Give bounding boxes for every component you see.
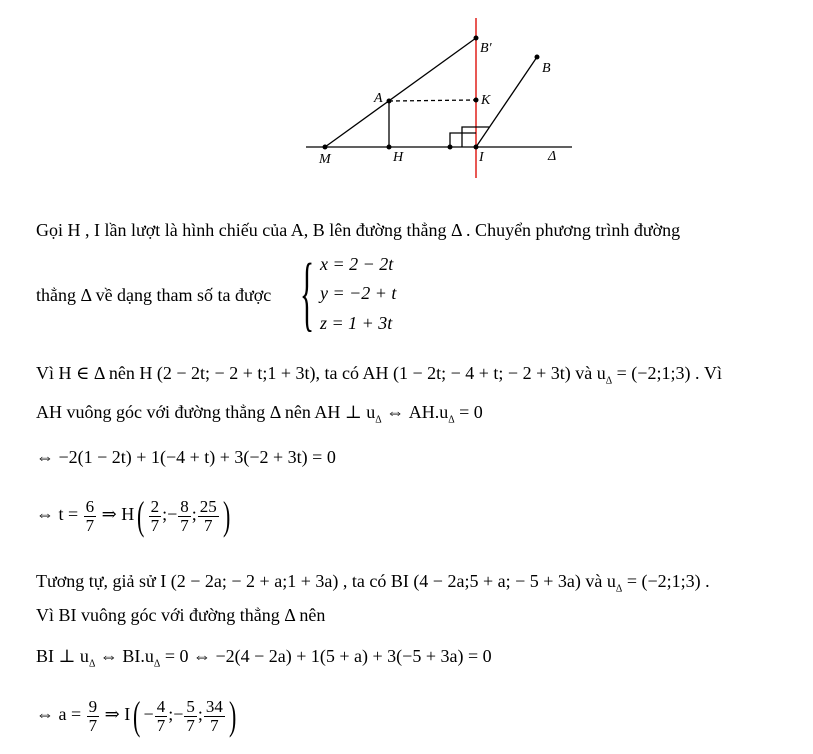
text-line-3: Vì H ∈ Δ nên H (2 − 2t; − 2 + t;1 + 3t), ta có AH (1 − 2t; − 4 + t; − 2 + 3t) và $u_\Delta$ = (−2;1;3) . Vì	[36, 363, 722, 387]
text-line-1: Gọi H , I lần lượt là hình chiếu của A, B lên đường thẳng Δ . Chuyển phương trình đường	[36, 220, 681, 240]
label-A: A	[374, 91, 383, 106]
text-line-5: ⇔ −2(1 − 2t) + 1(−4 + t) + 3(−2 + 3t) = 0	[36, 447, 336, 467]
label-I: I	[479, 150, 484, 165]
point-A	[387, 99, 392, 104]
text-line-7: Tương tự, giả sử I (2 − 2a; − 2 + a;1 + 3a) , ta có BI (4 − 2a;5 + a; − 5 + 3a) và $u_\Delta$ = (−2;1;3) .	[36, 571, 710, 595]
point-B-prime	[474, 36, 479, 41]
label-M: M	[319, 152, 331, 167]
point-foot	[448, 145, 453, 150]
segment-MB-prime	[325, 38, 476, 147]
label-delta: Δ	[548, 149, 557, 164]
text-line-4: AH vuông góc với đường thẳng Δ nên AH ⊥ $u_\Delta$ ⇔ $AH.u_\Delta = 0$	[36, 402, 483, 426]
system-eq-2: y = −2 + t	[320, 283, 397, 303]
system-eq-1: x = 2 − 2t	[320, 254, 394, 274]
point-I	[474, 145, 479, 150]
geometry-figure	[0, 0, 813, 190]
system-eq-3: z = 1 + 3t	[320, 313, 393, 333]
point-M	[323, 145, 328, 150]
label-H: H	[393, 150, 404, 165]
point-B	[535, 55, 540, 60]
label-B: B	[542, 61, 551, 76]
right-angle-mark	[450, 133, 476, 147]
point-H	[387, 145, 392, 150]
label-B-prime: B′	[480, 41, 492, 56]
system-brace: {	[300, 247, 315, 340]
text-line-6: ⇔ t = $\frac{6}{7}$ ⇒ H( $\frac{2}{7}$ ;− $\frac{8}{7}$ ; $\frac{25}{7}$ )	[36, 493, 231, 538]
text-line-10: ⇔ a = $\frac{9}{7}$ ⇒ I( − $\frac{4}{7}$ ;− $\frac{5}{7}$ ; $\frac{34}{7}$ )	[36, 693, 237, 738]
text-line-9: BI ⊥ $u_\Delta$ ⇔ $BI.u_\Delta = 0$ ⇔ −2(4 − 2a) + 1(5 + a) + 3(−5 + 3a) = 0	[36, 646, 492, 670]
label-K: K	[481, 93, 491, 108]
text-line-2: thẳng Δ về dạng tham số ta được	[36, 285, 272, 305]
text-line-8: Vì BI vuông góc với đường thẳng Δ nên	[36, 605, 326, 625]
segment-AK-dashed	[389, 100, 476, 101]
point-K	[474, 98, 479, 103]
